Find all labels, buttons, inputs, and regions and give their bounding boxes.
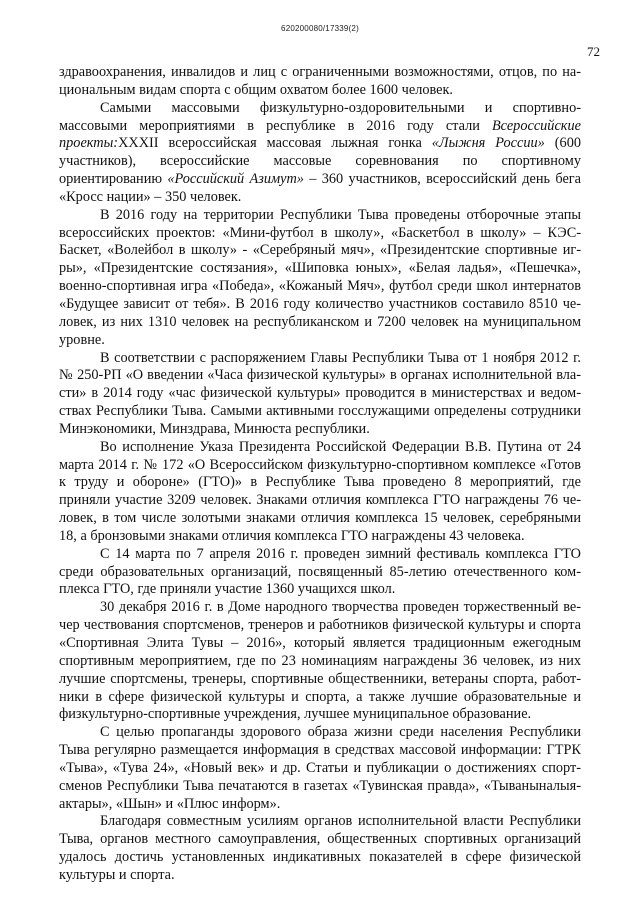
paragraph-gto-decree: Во исполнение Указа Президента Российской Федерации В.В. Путина от 24 марта 2014 г. № 172 «О Всероссийском физкультурно-спортивном комплексе «Готов к труду и обороне» (ГТО)» в Республике Тыва проведено 8 мероприятий, где приняли участие 3209 человек. Знаками отличия комплекса ГТО награждены 76 человек, в том числе золотыми знаками отличия комплекса 15 человек, серебряными 18, а бронзовыми знаками отличия комплекса ГТО награждены 43 человека. <box>59 438 581 544</box>
paragraph-text: Самыми массовыми физкультурно-оздоровительными и спортивно-массовыми мероприятиями в республике в 2016 году стали <box>59 99 581 134</box>
document-body <box>59 64 581 885</box>
italic-phrase: «Российский Азимут» <box>167 171 304 188</box>
paragraph-hour-of-physical-culture: В соответствии с распоряжением Главы Республики Тыва от 1 ноября 2012 г. № 250-РП «О введении «Часа физической культуры» в органах исполнительной власти» в 2014 году «час физической культуры» проводится в министерствах и ведомствах Республики Тыва. Самыми активными госслужащими определены сотрудники Минэкономики, Минздрава, Минюста республики. <box>59 349 581 437</box>
paragraph-text: (600 участников), всероссийские массовые соревнования по спортивному ориентированию <box>59 135 581 188</box>
italic-phrase: Всероссийские проекты: <box>59 117 581 152</box>
paragraph-mass-events <box>59 100 581 207</box>
paragraph-conclusion: Благодаря совместным усилиям органов исполнительной власти Республики Тыва, органов местного самоуправления, общественных спортивных организаций удалось достичь установленных индикативных показателей в сфере физической культуры и спорта. <box>59 813 581 883</box>
paragraph-text: – 360 участников, всероссийский день бега «Кросс нации» – 350 человек. <box>59 171 582 205</box>
document-barcode-id: 620200080/17339(2) <box>281 24 359 33</box>
paragraph-text: XXXII всероссийская массовая лыжная гонка <box>118 135 432 152</box>
paragraph-winter-festival: С 14 марта по 7 апреля 2016 г. проведен зимний фестиваль комплекса ГТО среди образовательных организаций, посвященный 85-летию отечественного комплекса ГТО, где приняли участие 1360 учащихся школ. <box>59 545 581 598</box>
paragraph-healthy-lifestyle-media: С целью пропаганды здорового образа жизни среди населения Республики Тыва регулярно размещается информация в средствах массовой информации: ГТРК «Тыва», «Тува 24», «Новый век» и др. Статьи и публикации о достижениях спортсменов Республики Тыва печатаются в газетах «Тувинская правда», «Тываныналыяактары», «Шын» и «Плюс информ». <box>59 724 581 812</box>
paragraph-continuation: здравоохранения, инвалидов и лиц с ограниченными возможностями, отцов, по национальным видам спорта с общим охватом более 1600 человек. <box>59 64 581 98</box>
paragraph-qualifying-stages: В 2016 году на территории Республики Тыва проведены отборочные этапы всероссийских проектов: «Мини-футбол в школу», «Баскетбол в школу» – КЭС-Баскет, «Волейбол в школу» - «Серебряный мяч», «Президентские спортивные игры», «Президентские состязания», «Шиповка юных», «Белая ладья», «Пешечка», военно-спортивная игра «Победа», «Кожаный Мяч», футбол среди школ интернатов «Будущее зависит от тебя». В 2016 году количество участников составило 8510 человек, из них 1310 человек на республиканском и 7200 человек на муниципальном уровне. <box>59 206 581 348</box>
italic-phrase: «Лыжня России» <box>431 135 545 152</box>
page-number: 72 <box>587 44 600 59</box>
paragraph-sports-elite: 30 декабря 2016 г. в Доме народного творчества проведен торжественный вечер чествования спортсменов, тренеров и работников физической культуры и спорта «Спортивная Элита Тувы – 2016», который является традиционным ежегодным спортивным мероприятием, где по 23 номинациям награждены 36 человек, из них лучшие спортсмены, тренеры, спортивные общественники, ветераны спорта, работники в сфере физической культуры и спорта, а также лучшие образовательные и физкультурно-спортивные учреждения, лучшее муниципальное образование. <box>59 599 581 723</box>
